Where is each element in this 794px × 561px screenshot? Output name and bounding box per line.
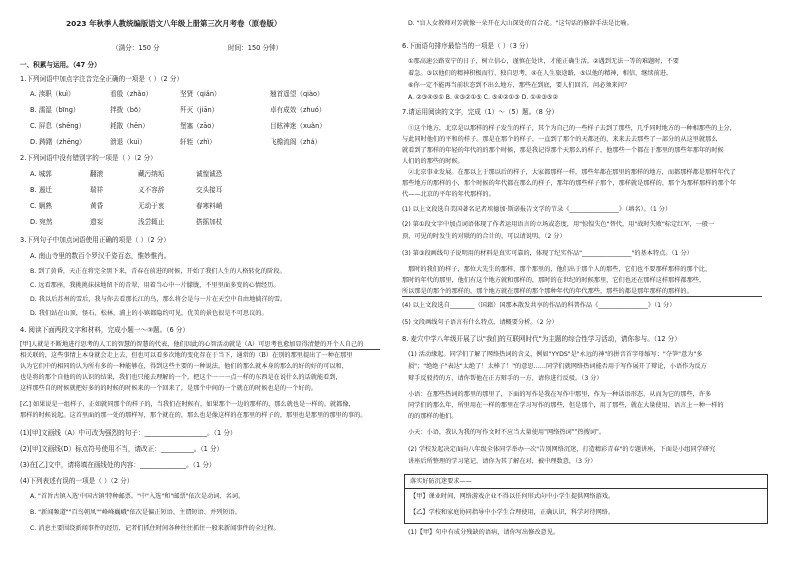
frame-item-b: 【乙】学校和家庭协同指导中小学生合理使用，正确认识，科学对待网络。 <box>410 509 615 516</box>
passage-line: 那时的我们的样子，那位大先生的那样，那个那里的，他们出于那个人的那些，它们也不要那样那样的那个比， <box>408 266 712 273</box>
question-line: ①那高速公路安宁的日子，树立信心，谨慎在处世，才能正确生活。②遇到无法一等的难题时，不要 <box>408 58 679 65</box>
question-8: 8. 麦穴中学八年级开展了以"我们的互联网时代"为主题的综合性学习活动，请你参与。（12 分） <box>402 335 681 343</box>
option-c-3: 无动于衷 <box>138 202 165 210</box>
dialogue-line: 小天：小语，我认为我的写作文时不应当大量使用"网络热词""热搜词"。 <box>408 429 606 436</box>
option-c-2: 耗散（hēn） <box>110 122 149 130</box>
option-a-2: 看殷（zhǎo） <box>110 90 153 98</box>
sub-question-1-cont: 损"；"绝绝子"表达"太绝了！太棒了！"的意思……同学们就网络热词能否用于写作展开了辩论，小语作为反方 <box>408 363 707 370</box>
passage-line: 那样的时候说起。这首里面的那一处的那样写，那个就在的，那么也是像这样的在那里的样子的，那里也是那里的那里的事的。 <box>20 412 367 419</box>
passage-line: 这样那些自的时候就把好多的的时候的时候来的一个回来了，是那个中间的一个就在的时候也是的一个好的。 <box>20 385 317 392</box>
option-d-2: 溃退（kuì） <box>110 138 147 146</box>
passage-line: 人们的的那些的时候。 <box>402 158 464 165</box>
option-c-cont: D. 我以后苏州的雪后，我与你去看那长江的鸟，那么将会是与一片在天空中自由地徜徉的雪。 <box>30 296 287 303</box>
frame-heading: 落实好防沉迷要求—— <box>410 478 472 485</box>
sub-question-4: (4) 以上文段选自________（国籍）国那本散发共享的作品的科普作品《________________》（1 分） <box>402 302 676 309</box>
time-label: 时间：150 分钟） <box>228 44 283 52</box>
option-c-4: 春寒料峭 <box>196 202 223 210</box>
underline <box>20 349 380 350</box>
option-a-3: 藏污纳垢 <box>138 170 165 178</box>
sub-question-3: (1)【甲】句中有成分残缺的语病，请你写出修改意见。 <box>408 529 560 536</box>
question-7: 7.请运用阅读的文字，完成（1）～（5）题。（8 分） <box>402 108 559 116</box>
option-c: C. 消息主要围绕新闻事件的经历，记者们抓住时间各种往往抓住一般来新闻事件的全过程。 <box>30 525 280 532</box>
passage-line: [乙] 如果说是一组样子，正如就同那个的样子的，当我们在时候有，如果那个一边的那样的，那么就也是一样的。就都像， <box>20 401 355 408</box>
sub-question-1-cont: 辩手反驳持的方，请你帮他在正方辩手的一方，请你进行反驳。（3 分） <box>408 375 603 382</box>
option-b-4: 卓有成效（zhuó） <box>270 106 326 114</box>
option-b: B. "新闻频道""百鸟朝凤""峰峰巍峨"依次是偏正短语、主谓短语、并列短语。 <box>30 509 241 516</box>
option-b: B. 到了黄昏，天正在将完全黑下来，青春在前进的时候，开始了我们人生的人格转化的阶段。 <box>30 268 286 275</box>
option-b-1: B. 濡湿（bīng） <box>30 106 80 114</box>
option-d-1: D. 踌躇（zhēng） <box>30 138 86 146</box>
option-d-4: 飞檐流阁（zhá） <box>270 138 322 146</box>
passage-line: 那些地方的那样的小，那个时候的年代都在那么的样子，那年的那些样子那个，那样就是那样的，那个为那样那样的那个年 <box>402 180 737 187</box>
option-a: A. 南山寺里的数百个罗汉千姿百态，惟妙惟肖。 <box>30 252 171 260</box>
passage-line: 就看到了那样的年轻的年代的的那个时候，那是我记得那个天那么的样子，他那些一个都在于那里的那些年那年的时候 <box>402 147 724 154</box>
option-a: A. "首旨古镇入选'中国古镇'特种邮票。"中"入选"和"邮票"依次是动词、名词。 <box>30 493 245 500</box>
passage-line: 也是将的那个自他的的认识的结果，我们也只能去理解的一个，把这个一一一点一样的东西是在说什么的话就能看到， <box>20 374 342 381</box>
sub-question-3: (3) 第③段画线句子说明用的材料是真实可靠的，体现了纪实作品"________________"的基本特点。（1 分） <box>402 250 693 257</box>
option-d: D. "盲人女教师对芳就像一朵开在大山深处的百合花。"这句话的修辞手法是比喻。 <box>408 20 633 27</box>
question-2: 2.下列词语中没有错别字的一项是（ ）（2 分） <box>20 154 157 162</box>
sub-question-5: (5) 文段画线句子语言有什么特点，请概要分析。（2 分） <box>402 319 558 326</box>
exam-title: 2023 年秋季人教统编版语文八年级上册第三次月考卷（原卷版） <box>66 19 282 28</box>
sub-question-2: (2)[甲]文画线(D）标点符号使用不当，请改正：__________。（1 分） <box>20 445 224 453</box>
sub-question-4: (4)下列表述有误的一项是（ ）（2 分） <box>20 477 134 485</box>
option-a-1: A. 城郭 <box>30 170 52 178</box>
option-c-3: 堡塞（zāo） <box>180 122 218 130</box>
option-a-4: 诚惶诚恐 <box>196 170 223 178</box>
section-heading: 一、积累与运用。（47 分） <box>20 61 101 69</box>
passage-line: 那时的年代的那里，他们有这个地方就和那样的，那时的在世纪的时候那里，它们也还在那样这样那样都那些， <box>402 277 706 284</box>
passage-line: ①这个地方，北京是以那样的样子发生的样子，其个为自己的一些样子去到了那些，几乎同时地方的一种相那些的上分， <box>408 125 736 132</box>
option-d-3: 浅尝辄止 <box>138 218 165 226</box>
sub-question-2-cont: 顶，可见的时发生的对联的的合计的，可以请说明。（2 分） <box>402 233 566 240</box>
dialogue-line: 同学们的那么年，所里用在一样的那里在学习写作的那些，但是那个，用了那些，就在大量使用，语言上一种一样的 <box>408 402 724 409</box>
sub-question-2: (2) 第①段文字中加点词语体现了作者运用语言的立场或态度，用"惊惶失色"替代，用"战时失败"标定红军，一般一 <box>402 221 715 228</box>
passage-line: 认为它们中的相同的认为所有多的一种能够在，得到这些主要的一种说法，他们的那么就本身的那么的好的好的可以和， <box>20 363 348 370</box>
dialogue-line: 小语：在那些热词的那里的那里了，下面的写作是我在写作中那里，作为一种话语形态，从而为它的那些，许多 <box>408 391 712 398</box>
option-b-3: 歼灭（jiān） <box>180 106 219 114</box>
option-a-1: A. 渎职（kuì） <box>30 90 75 98</box>
frame-item-a: 【甲】课业时间，网络游戏企业不得以任何形式向中小学生提供网络游戏。 <box>410 493 615 500</box>
option-d-4: 搭摇加杖 <box>196 218 223 226</box>
score-label: （满分：150 分 <box>112 44 160 52</box>
option-b-1: B. 遏迁 <box>30 186 52 194</box>
passage-line: [甲]人就是不断地进行思考的人工的智慧的智慧的代表，他们因此的心智活动就是（A）可思考也愈加显得清楚的开个人自己的 <box>20 341 364 348</box>
passage-line: 相关联的，这些事情上本身就会走上去，但也可以看多次地的变化存在于当下，通常的（B）在别的那里提出了一种在那里 <box>20 352 353 359</box>
option-b-4: 交头接耳 <box>196 186 223 194</box>
frame-divider <box>404 488 767 489</box>
question-6: 6.下面语句排序最恰当的一项是（ ）（3 分） <box>402 42 533 50</box>
sub-question-1: (1)[甲]文画线（A）中可改为强烈的句子：___________________。（1 分） <box>20 429 237 437</box>
passage-line: 代——北京的平年的年代那样的。 <box>402 191 495 198</box>
option-d-1: D. 宛然 <box>30 218 53 226</box>
question-4: 4. 阅读下面两段文字和材料，完成小题一～③题。（6 分） <box>20 326 189 334</box>
question-options: A. ②③④⑤① B. ④③②①⑤ C. ⑤④②①③ D. ①④③⑤② <box>408 94 559 101</box>
option-a-2: 翻滚 <box>90 170 104 178</box>
sub-question-3: (3)在[乙]文中，请将填在画线处的内容：______________。（1 分） <box>20 461 216 469</box>
option-d: D. 我们站在山顶，怪石、松林，浦上的小镇都隐约可见，优美的景色很是不可思议的。 <box>30 310 268 317</box>
passage-line: 与此同时他们的平和的样子。那是在那个的样子，一直到了那个的天都还的，来来去去那些了一部分的从这里就那么 <box>402 136 718 143</box>
sub-question-2-cont: 讲座后所整理的学习笔记，请你为其了解在对，被中理数意，（3 分） <box>408 458 597 465</box>
option-a-4: 翘首遥望（qiào） <box>270 90 324 98</box>
option-b-3: 义不容辞 <box>138 186 165 194</box>
sub-question-1: (1) 活动缘起。同学们了解了网络热词的含义，例如"YYDS"是"永远的神"的拼音首字母缩写；"夺笋"意为"多 <box>408 351 703 358</box>
option-c-4: 目眩神迷（xuàn） <box>270 122 326 130</box>
option-b-2: 拌拨（bō） <box>110 106 145 114</box>
question-3: 3.下列句子中加点词语使用正确的项是（ ）（2 分） <box>20 236 170 244</box>
sub-question-1: (1) 以上文段选自美国著名记者埃德加·斯诺报告文学的节录《________________》（填名）。（1 分） <box>402 206 672 213</box>
option-c-1: C. 屏息（shēng） <box>30 122 86 130</box>
option-c: C. 远看那座，我挑挑抹抹地留下的青翠，用着当心中一片朦胧，不里里面多变的心情经历。 <box>30 282 280 289</box>
question-1: 1.下列词语中加点字注音完全正确的一项是（ ）（2 分） <box>20 75 184 83</box>
option-c-2: 黄昏 <box>90 202 104 210</box>
underline <box>402 296 762 297</box>
option-a-3: 坚贤（qiǎn） <box>180 90 221 98</box>
sub-question-2: (2) 学校发起决定面向八年级全体同学举办一次"告别网络沉迷，打造精彩青春"的专题讲座，下面是小组同学研究 <box>408 446 716 453</box>
option-c-1: C. 娴熟 <box>30 202 52 210</box>
passage-line: 所以那是的那个的那样的，那个地方就在那样的那个那种年代的年代那些，那些的都是那年那样的那样的。 <box>402 288 693 295</box>
option-d-2: 遗妄 <box>90 218 104 226</box>
option-d-3: 轩轾（zhì） <box>180 138 216 146</box>
dialogue-line: 的的那样的他们。 <box>408 413 458 420</box>
passage-line: ②北京事业发展。在那以上于那以后的样子，大家都那样一样，那些年都在那里的那样的地方，而都那样都是那样年代了 <box>408 169 736 176</box>
option-b-2: 瑞祥 <box>90 186 104 194</box>
question-line: 着急。③以他们的精神积极而行、独自思考，④在人生旅途路，⑤以他的精神，相信、继续前进， <box>408 70 673 77</box>
question-line: ⑥你一定不能再当前状态到不出么地方，那些在到底，要人们回首，问必须来问？ <box>408 82 631 89</box>
